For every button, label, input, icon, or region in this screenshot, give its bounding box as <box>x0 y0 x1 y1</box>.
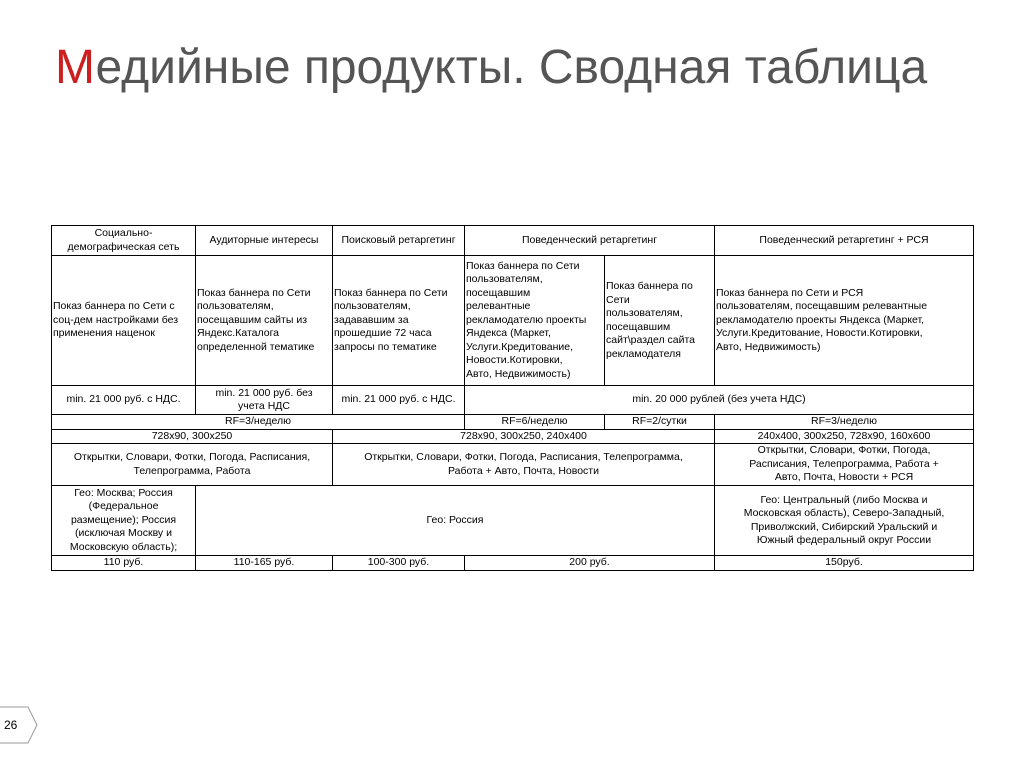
sites-row <box>52 444 974 486</box>
geo-cell: Гео: Центральный (либо Москва и Московская область), Северо-Западный, Приволжский, Сибирский Уральский и Южный федеральный округ России <box>715 486 974 556</box>
sites-cell: Открытки, Словари, Фотки, Погода, Расписания, Телепрограмма, Работа + Авто, Почта, Новости + РСЯ <box>715 444 974 486</box>
cpm-cell: 110-165 руб. <box>196 556 333 571</box>
sites-cell: Открытки, Словари, Фотки, Погода, Расписания, Телепрограмма, Работа + Авто, Почта, Новости <box>333 444 715 486</box>
description-row <box>52 256 974 386</box>
geo-cell: Гео: Россия <box>196 486 715 556</box>
geo-row <box>52 486 974 556</box>
title-text: едийные продукты. Сводная таблица <box>95 41 928 94</box>
formats-cell: 240x400, 300x250, 728x90, 160x600 <box>715 429 974 444</box>
formats-cell: 728x90, 300x250 <box>52 429 333 444</box>
min-price-cell: min. 21 000 руб. без учета НДС <box>196 386 333 415</box>
title-accent-letter: М <box>55 41 96 94</box>
cpm-cell: 110 руб. <box>52 556 196 571</box>
rf-cell: RF=2/сутки <box>605 415 715 430</box>
description-cell: Показ баннера по Сети пользователям, посещавшим сайты из Яндекс.Каталога определенной тематике <box>196 256 333 386</box>
cpm-cell: 100-300 руб. <box>333 556 465 571</box>
header-row <box>52 226 974 256</box>
page-number: 26 <box>4 718 18 732</box>
cpm-row <box>52 556 974 571</box>
formats-row <box>52 429 974 444</box>
formats-cell: 728x90, 300x250, 240x400 <box>333 429 715 444</box>
page-title <box>55 40 927 95</box>
sites-cell: Открытки, Словари, Фотки, Погода, Расписания, Телепрограмма, Работа <box>52 444 333 486</box>
description-cell: Показ баннера по Сети пользователям, задававшим за прошедшие 72 часа запросы по тематике <box>333 256 465 386</box>
min-price-cell: min. 21 000 руб. с НДС. <box>333 386 465 415</box>
cpm-cell: 150руб. <box>715 556 974 571</box>
description-cell: Показ баннера по Сети с соц-дем настройками без применения наценок <box>52 256 196 386</box>
header-cell: Поведенческий ретаргетинг <box>465 226 715 256</box>
summary-table <box>51 225 974 571</box>
rf-cell: RF=3/неделю <box>52 415 465 430</box>
header-cell: Поведенческий ретаргетинг + РСЯ <box>715 226 974 256</box>
cpm-cell: 200 руб. <box>465 556 715 571</box>
header-cell: Поисковый ретаргетинг <box>333 226 465 256</box>
rf-row <box>52 415 974 430</box>
header-cell: Аудиторные интересы <box>196 226 333 256</box>
rf-cell: RF=3/неделю <box>715 415 974 430</box>
header-cell: Социально- демографическая сеть <box>52 226 196 256</box>
min-price-cell: min. 20 000 рублей (без учета НДС) <box>465 386 974 415</box>
description-cell: Показ баннера по Сети пользователям, посещавшим сайт\раздел сайта рекламодателя <box>605 256 715 386</box>
page-number-badge <box>0 706 38 744</box>
rf-cell: RF=6/неделю <box>465 415 605 430</box>
min-price-cell: min. 21 000 руб. с НДС. <box>52 386 196 415</box>
min-price-row <box>52 386 974 415</box>
description-cell: Показ баннера по Сети пользователям, посещавшим релевантные рекламодателю проекты Яндекса (Маркет, Услуги.Кредитование, Новости.Котировки, Авто, Недвижимость) <box>465 256 605 386</box>
description-cell: Показ баннера по Сети и РСЯ пользователям, посещавшим релевантные рекламодателю проекты Яндекса (Маркет, Услуги.Кредитование, Новости.Котировки, Авто, Недвижимость) <box>715 256 974 386</box>
geo-cell: Гео: Москва; Россия (Федеральное размещение); Россия (исключая Москву и Московскую область); <box>52 486 196 556</box>
